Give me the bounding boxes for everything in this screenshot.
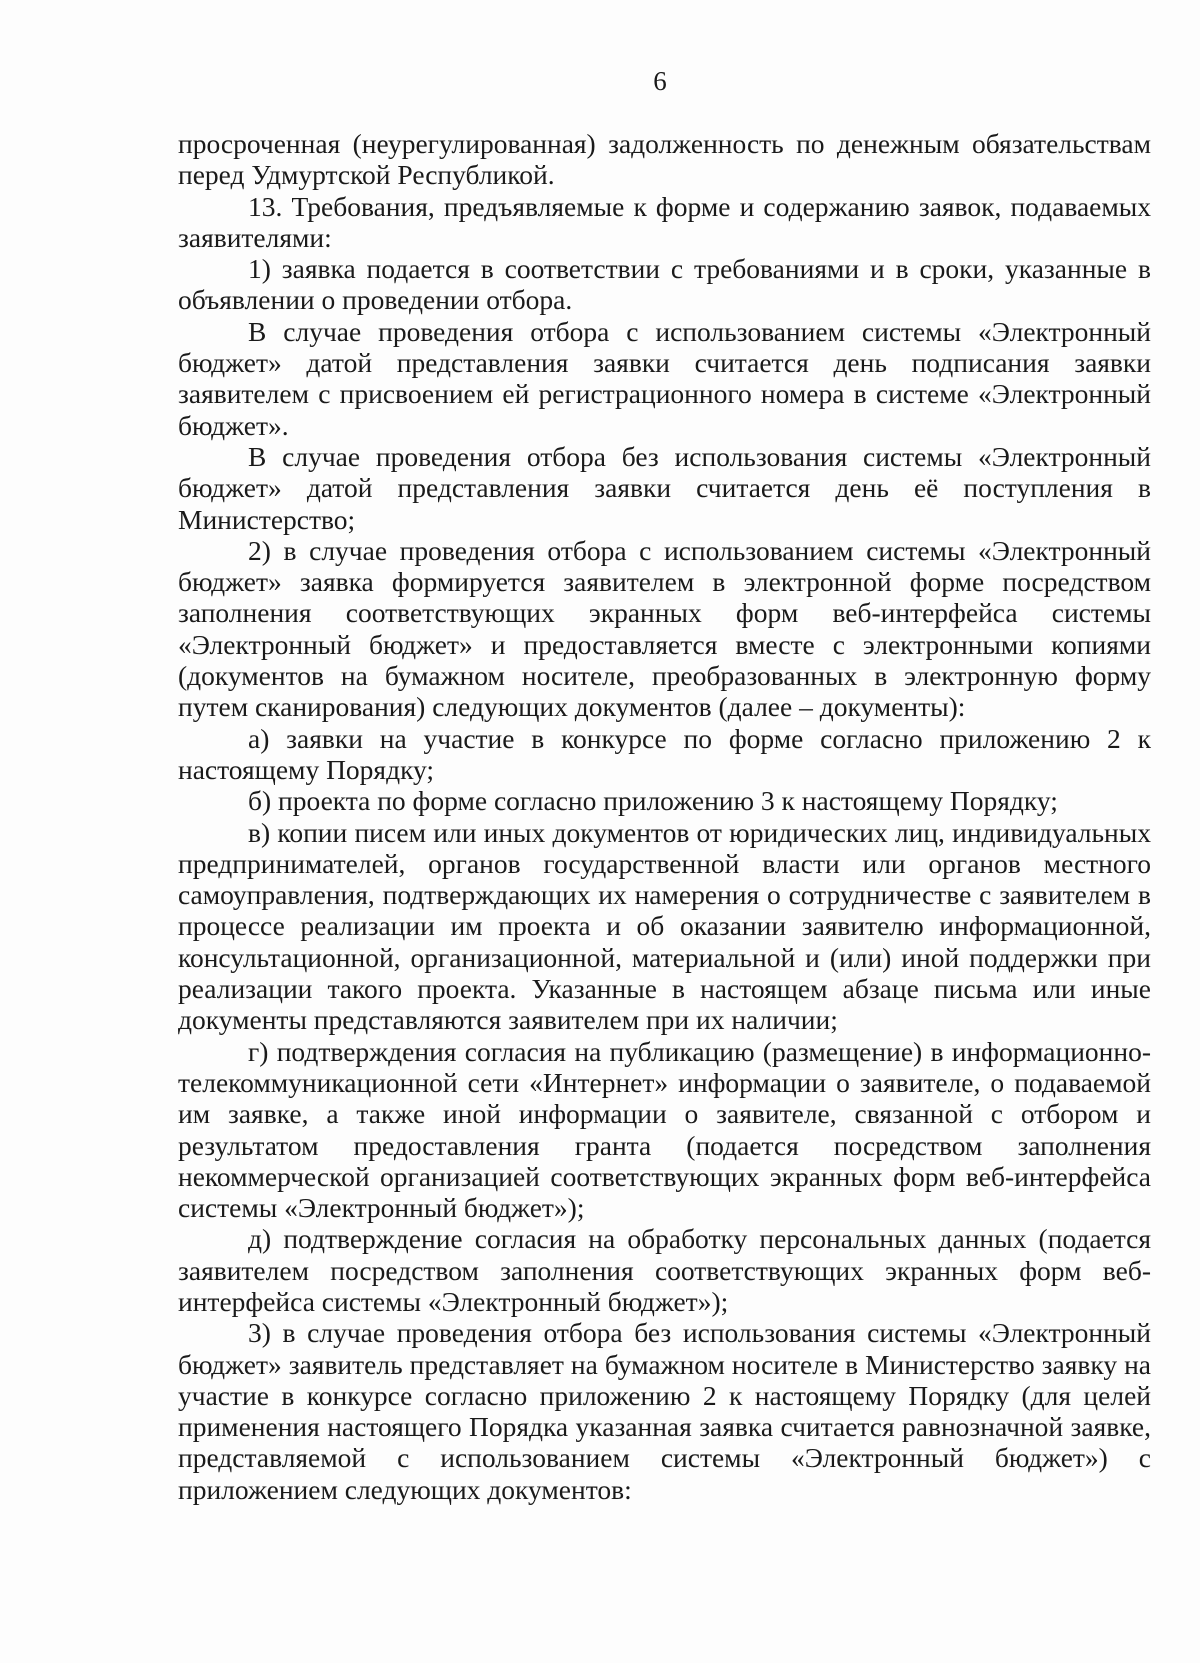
paragraph-electronic-budget-date: В случае проведения отбора с использованием системы «Электронный бюджет» датой представления заявки считается день подписания заявки заявителем с присвоением ей регистрационного номера в системе «Электронный бюджет». (178, 315, 1151, 441)
paragraph-item-13: 13. Требования, предъявляемые к форме и содержанию заявок, подаваемых заявителями: (178, 190, 1151, 253)
paragraph-subitem-b: б) проекта по форме согласно приложению 3 к настоящему Порядку; (248, 785, 1058, 817)
document-body (178, 128, 1151, 1505)
paragraph-without-system-date: В случае проведения отбора без использования системы «Электронный бюджет» датой представления заявки считается день её поступления в Министерство; (178, 440, 1151, 535)
paragraph-subitem-1: 1) заявка подается в соответствии с требованиями и в сроки, указанные в объявлении о проведении отбора. (178, 253, 1151, 316)
paragraph-subitem-g: г) подтверждения согласия на публикацию (размещение) в информационно-телекоммуникационной сети «Интернет» информации о заявителе, о подаваемой им заявке, а также иной информации о заявителе, связанной с отбором и результатом предоставления гранта (подается посредством заполнения некоммерческой организацией соответствующих экранных форм веб-интерфейса системы «Электронный бюджет»); (178, 1035, 1151, 1224)
paragraph-subitem-v: в) копии писем или иных документов от юридических лиц, индивидуальных предпринимателей, органов государственной власти или органов местного самоуправления, подтверждающих их намерения о сотрудничестве с заявителем в процессе реализации им проекта и об оказании заявителю информационной, консультационной, организационной, материальной и (или) иной поддержки при реализации такого проекта. Указанные в настоящем абзаце письма или иные документы представляются заявителем при их наличии; (178, 816, 1151, 1036)
paragraph-subitem-3: 3) в случае проведения отбора без использования системы «Электронный бюджет» заявитель представляет на бумажном носителе в Министерство заявку на участие в конкурсе согласно приложению 2 к настоящему Порядку (для целей применения настоящего Порядка указанная заявка считается равнозначной заявке, представляемой с использованием системы «Электронный бюджет») с приложением следующих документов: (178, 1317, 1151, 1505)
paragraph-subitem-2: 2) в случае проведения отбора с использованием системы «Электронный бюджет» заявка формируется заявителем в электронной форме посредством заполнения соответствующих экранных форм веб-интерфейса системы «Электронный бюджет» и предоставляется вместе с электронными копиями (документов на бумажном носителе, преобразованных в электронную форму путем сканирования) следующих документов (далее – документы): (178, 534, 1151, 723)
paragraph-subitem-d: д) подтверждение согласия на обработку персональных данных (подается заявителем посредством заполнения соответствующих экранных форм веб-интерфейса системы «Электронный бюджет»); (178, 1223, 1151, 1317)
paragraph-subitem-a: а) заявки на участие в конкурсе по форме согласно приложению 2 к настоящему Порядку; (178, 722, 1151, 785)
paragraph-continuation: просроченная (неурегулированная) задолженность по денежным обязательствам перед Удмуртской Республикой. (178, 128, 1151, 191)
page-number: 6 (653, 66, 667, 96)
